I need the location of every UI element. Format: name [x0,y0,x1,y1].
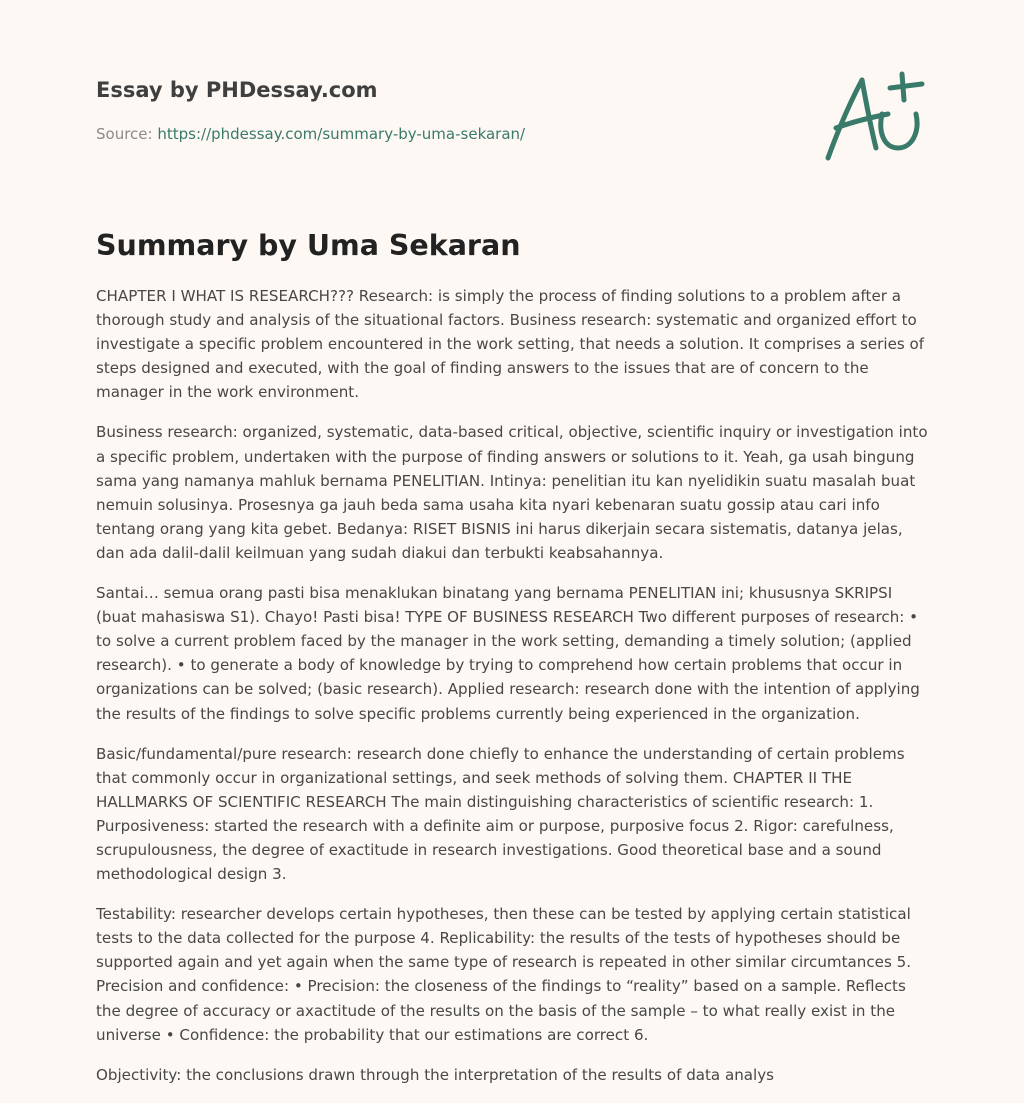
source-link[interactable]: https://phdessay.com/summary-by-uma-sekaran/ [157,125,526,143]
essay-paragraph: Objectivity: the conclusions drawn through the interpretation of the results of data analys [96,1065,775,1084]
a-plus-logo-icon [818,66,930,166]
source-label: Source: [96,125,153,143]
essay-paragraph: Basic/fundamental/pure research: research done chiefly to enhance the understanding of certain problems that commonly occur in organizational settings, and seek methods of solving them. CHAPTER II THE HALLMARKS OF SCIENTIFIC RESEARCH The main distinguishing characteristics of scientific research: 1. Purposiveness: started the research with a definite aim or purpose, purposive focus 2. Rigor: carefulness, scrupulousness, the degree of exactitude in research investigations. Good theoretical base and a sound methodological design 3. [96,744,905,884]
essay-body [96,284,928,1103]
site-title: Essay by PHDessay.com [96,78,378,102]
essay-title: Summary by Uma Sekaran [96,229,521,262]
essay-paragraph: Testability: researcher develops certain hypotheses, then these can be tested by applying certain statistical tests to the data collected for the purpose 4. Replicability: the results of the tests of hypotheses should be supported again and yet again when the same type of research is repeated in other similar circumtances 5. Precision and confidence: • Precision: the closeness of the findings to “reality” based on a sample. Reflects the degree of accuracy or axactitude of the results on the basis of the sample – to what really exist in the universe • Confidence: the probability that our estimations are correct 6. [96,905,912,1044]
essay-paragraph: Business research: organized, systematic, data-based critical, objective, scientific inquiry or investigation into a specific problem, undertaken with the purpose of finding answers or solutions to it. Yeah, ga usah bingung sama yang namanya mahluk bernama PENELITIAN. Intinya: penelitian itu kan nyelidikin suatu masalah buat nemuin solusinya. Prosesnya ga jauh beda sama usaha kita nyari kebenaran suatu gossip atau cari info tentang orang yang kita gebet. Bedanya: RISET BISNIS ini harus dikerjain secara sistematis, datanya jelas, dan ada dalil-dalil keilmuan yang sudah diakui dan terbukti keabsahannya. [96,423,928,562]
essay-header [96,76,696,144]
essay-paragraph: Santai… semua orang pasti bisa menaklukan binatang yang bernama PENELITIAN ini; khususnya SKRIPSI (buat mahasiswa S1). Chayo! Pasti bisa! TYPE OF BUSINESS RESEARCH Two different purposes of research: • to solve a current problem faced by the manager in the work setting, demanding a timely solution; (applied research). • to generate a body of knowledge by trying to comprehend how certain problems that occur in organizations can be solved; (basic research). Applied research: research done with the intention of applying the results of the findings to solve specific problems currently being experienced in the organization. [96,584,920,723]
essay-paragraph: CHAPTER I WHAT IS RESEARCH??? Research: is simply the process of finding solutions to a problem after a thorough study and analysis of the situational factors. Business research: systematic and organized effort to investigate a specific problem encountered in the work setting, that needs a solution. It comprises a series of steps designed and executed, with the goal of finding answers to the issues that are of concern to the manager in the work environment. [96,287,925,402]
source-line [96,124,696,144]
